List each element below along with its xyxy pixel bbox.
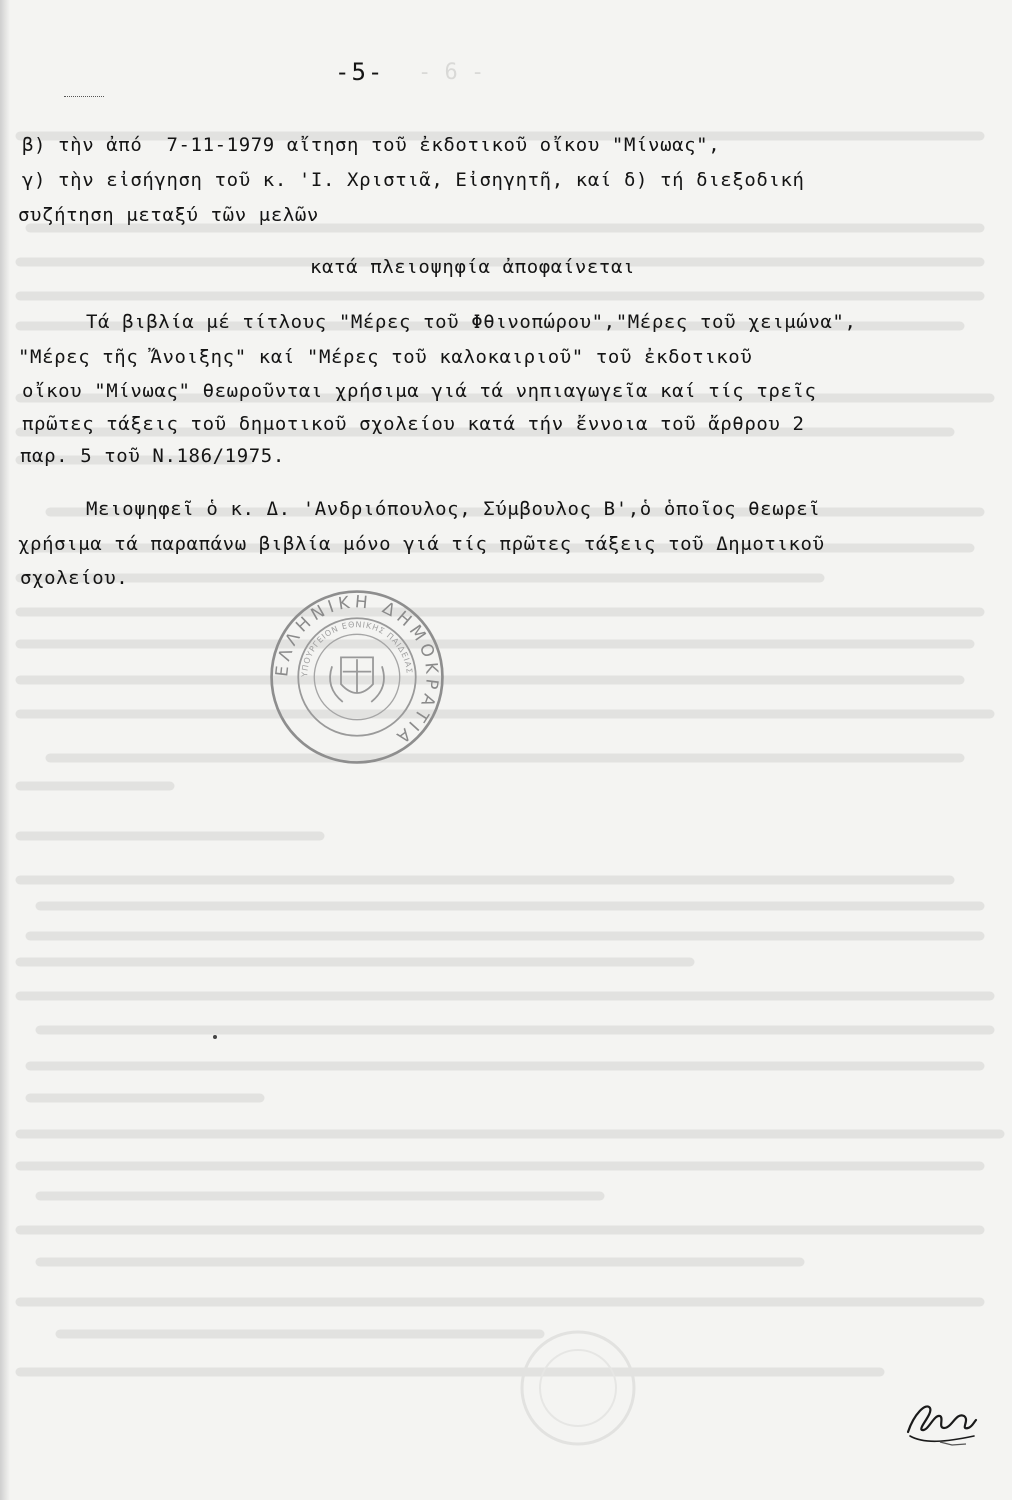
handwritten-initials-signature: [900, 1392, 980, 1452]
clause-gamma: γ) τὴν εἰσήγηση τοῦ κ. 'Ι. Χριστιᾶ, Εἰσηγητῆ, καί δ) τή διεξοδική: [22, 169, 805, 191]
page-number: -5-: [335, 58, 385, 86]
official-seal: [268, 588, 446, 766]
svg-text:ΕΛΛΗΝΙΚΗ ΔΗΜΟΚΡΑΤΙΑ: ΕΛΛΗΝΙΚΗ ΔΗΜΟΚΡΑΤΙΑ: [271, 591, 443, 751]
ruling-line-5: παρ. 5 τοῦ Ν.186/1975.: [20, 445, 285, 467]
ruling-line-4: πρῶτες τάξεις τοῦ δημοτικοῦ σχολείου κατά τήν ἔννοια τοῦ ἄρθρου 2: [22, 413, 805, 435]
dissent-line-2: χρήσιμα τά παραπάνω βιβλία μόνο γιά τίς πρῶτες τάξεις τοῦ Δημοτικοῦ: [18, 533, 825, 555]
header-dotted-rule: [64, 96, 104, 97]
ink-speck: [213, 1035, 217, 1039]
faint-stamp-bleed: [518, 1328, 638, 1448]
page-number-bleed-mark: - 6 -: [418, 60, 485, 85]
decision-heading: κατά πλειοψηφία ἀποφαίνεται: [310, 256, 636, 278]
svg-text:ΥΠΟΥΡΓΕΙΟΝ ΕΘΝΙΚΗΣ ΠΑΙΔΕΙΑΣ: ΥΠΟΥΡΓΕΙΟΝ ΕΘΝΙΚΗΣ ΠΑΙΔΕΙΑΣ: [300, 620, 414, 678]
dissent-line-1: Μειοψηφεῖ ὁ κ. Δ. 'Ανδριόπουλος, Σύμβουλος Β',ὁ ὁποῖος θεωρεῖ: [86, 498, 821, 520]
ruling-line-1: Τά βιβλία μέ τίτλους "Μέρες τοῦ Φθινοπώρου","Μέρες τοῦ χειμώνα",: [86, 311, 857, 333]
ruling-line-2: "Μέρες τῆς Ἄνοιξης" καί "Μέρες τοῦ καλοκαιριοῦ" τοῦ ἐκδοτικοῦ: [18, 346, 753, 368]
clause-gamma-cont: συζήτηση μεταξύ τῶν μελῶν: [18, 204, 319, 226]
dissent-line-3: σχολείου.: [20, 567, 129, 589]
clause-beta: β) τὴν ἀπό 7-11-1979 αἴτηση τοῦ ἐκδοτικοῦ οἴκου "Μίνωας",: [22, 134, 721, 156]
ruling-line-3: οἴκου "Μίνωας" θεωροῦνται χρήσιμα γιά τά νηπιαγωγεῖα καί τίς τρεῖς: [22, 380, 817, 402]
